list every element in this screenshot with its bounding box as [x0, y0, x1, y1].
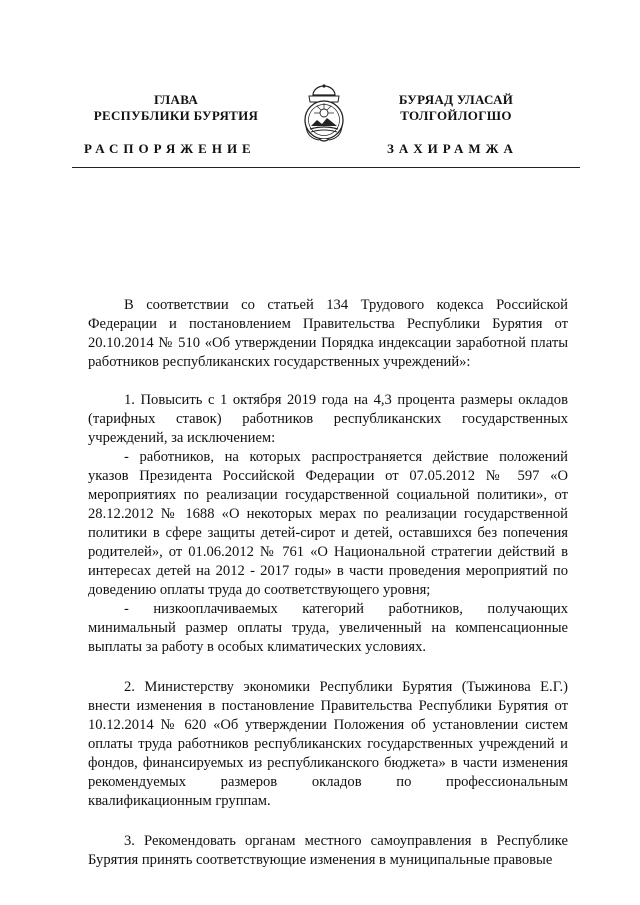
item-1-subitem-2: - низкооплачиваемых категорий работников, получающих минимальный размер оплаты труда, увеличенный на компенсационные выплаты за работу в особых климатических условиях.	[88, 601, 568, 655]
header-right	[368, 92, 544, 124]
header-left-line1: ГЛАВА	[153, 92, 199, 107]
item-1-paragraph: 1. Повысить с 1 октября 2019 года на 4,3 процента размеры окладов (тарифных ставок) работников республиканских государственных учреждений, за исключением:	[88, 392, 568, 446]
header-right-line2: ТОЛГОЙЛОГШО	[400, 108, 512, 123]
item-2-paragraph: 2. Министерству экономики Республики Бурятия (Тыжинова Е.Г.) внести изменения в постановление Правительства Республики Бурятия от 10.12.2014 № 620 «Об утверждении Положения об установлении систем оплаты труда работников республиканских государственных учреждений и фондов, финансируемых из республиканского бюджета» в части изменения рекомендуемых размеров окладов по профессиональным квалификационным группам.	[88, 679, 568, 809]
document-type-russian: РАСПОРЯЖЕНИЕ	[84, 141, 256, 156]
coat-of-arms-icon	[297, 82, 351, 144]
preamble-paragraph: В соответствии со статьей 134 Трудового кодекса Российской Федерации и постановлением Правительства Республики Бурятия от 20.10.2014 № 510 «Об утверждении Порядка индексации заработной платы работников республиканских государственных учреждений»:	[88, 297, 568, 370]
document-type-buryat: ЗАХИРАМЖА	[387, 141, 518, 156]
header-left-line2: РЕСПУБЛИКИ БУРЯТИЯ	[93, 108, 259, 123]
header-divider	[72, 167, 580, 168]
header-left	[86, 92, 266, 124]
item-3-paragraph: 3. Рекомендовать органам местного самоуправления в Республике Бурятия принять соответствующие изменения в муниципальные правовые	[88, 833, 568, 868]
item-1-subitem-1: - работников, на которых распространяется действие положений указов Президента Российской Федерации от 07.05.2012 № 597 «О мероприятиях по реализации государственной социальной политики», от 28.12.2012 № 1688 «О некоторых мерах по реализации государственной политики в сфере защиты детей-сирот и детей, оставшихся без попечения родителей», от 01.06.2012 № 761 «О Национальной стратегии действий в интересах детей на 2012 - 2017 годы» в части проведения мероприятий по доведению оплаты труда до соответствующего уровня;	[88, 449, 568, 598]
header-right-line1: БУРЯАД УЛАСАЙ	[398, 92, 514, 107]
document-body	[88, 296, 568, 870]
